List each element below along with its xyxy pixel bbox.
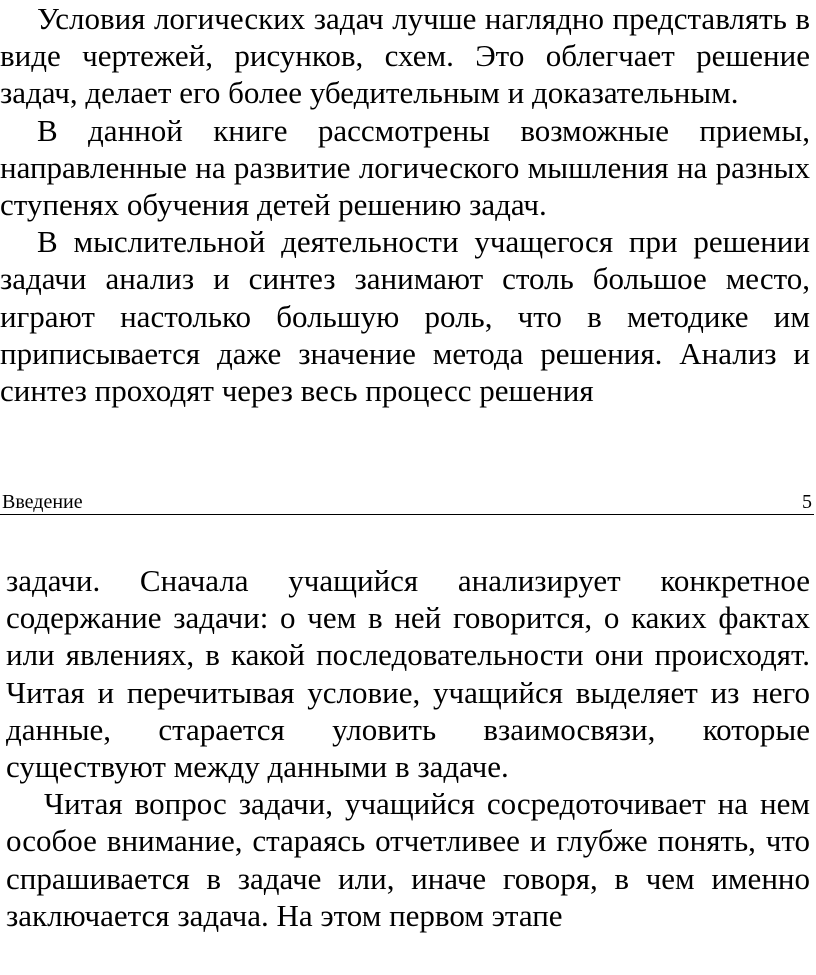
page-number: 5	[802, 491, 812, 513]
footer-section-title: Введение	[2, 491, 83, 513]
paragraph: В данной книге рассмотрены возможные приемы, направленные на развитие логического мышления на разных ступенях обучения детей решению задач.	[0, 112, 810, 223]
page-top-text	[0, 0, 810, 409]
paragraph: Условия логических задач лучше наглядно представлять в виде чертежей, рисунков, схем. Это облегчает решение задач, делает его более убедительным и доказательным.	[0, 1, 810, 111]
paragraph: В мыслительной деятельности учащегося при решении задачи анализ и синтез занимают столь большое место, играют настолько большую роль, что в методике им приписывается даже значение метода решения. Анализ и синтез проходят через весь процесс решения	[0, 224, 810, 409]
paragraph: задачи. Сначала учащийся анализирует конкретное содержание задачи: о чем в ней говорится, о каких фактах или явлениях, в какой последовательности они происходят. Читая и перечитывая условие, учащийся выделяет из него данные, старается уловить взаимосвязи, которые существуют между данными в задаче.	[6, 563, 810, 785]
paragraph: Читая вопрос задачи, учащийся сосредоточивает на нем особое внимание, стараясь отчетливее и глубже понять, что спрашивается в задаче или, иначе говоря, в чем именно заключается задача. На этом первом этапе	[6, 786, 810, 933]
page-bottom-text	[6, 562, 810, 934]
page-footer	[0, 492, 814, 515]
